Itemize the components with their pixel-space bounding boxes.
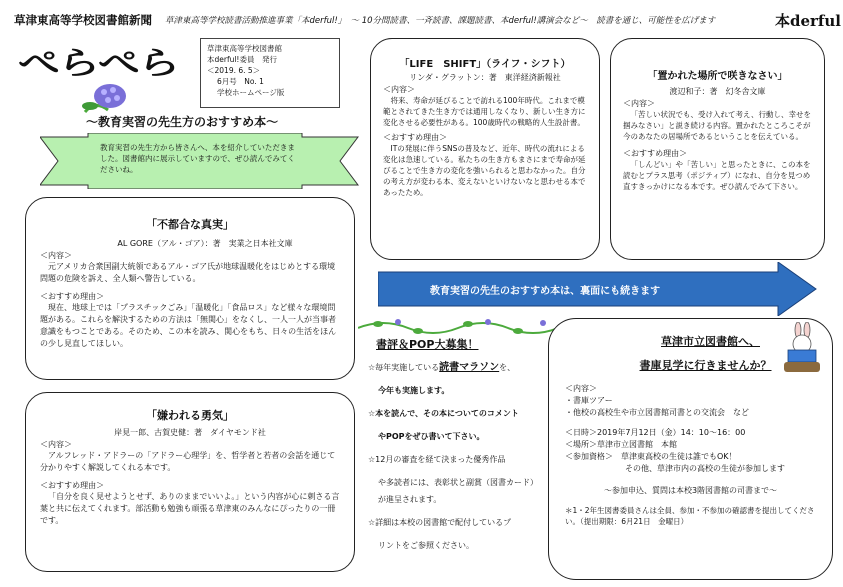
reading-marathon: 読書マラソン <box>439 362 500 373</box>
book-card-bloom-where-planted <box>610 38 825 260</box>
hydrangea-illustration <box>80 80 130 116</box>
masthead-info <box>200 38 340 108</box>
book-card-inconvenient-truth <box>25 197 355 380</box>
visit-eligibility: ＜参加資格＞ 草津東高校の生徒は誰でもOK！ <box>565 452 737 461</box>
feature-title: ～教育実習の先生方のおすすめ本～ <box>86 115 279 129</box>
content-label: ＜内容＞ <box>623 99 655 108</box>
book-content: 元アメリカ合衆国副大統領であるアル・ゴア氏が地球温暖化をはじめとする環境問題の危険を訴え、全人類へ警告している。 <box>40 262 336 283</box>
pop-title: 書評＆POP大募集！ <box>376 338 479 351</box>
pop-item: リントをご参照ください。 <box>378 541 474 550</box>
book-author: 岸見一郎、古賀史健：著 ダイヤモンド社 <box>114 428 266 437</box>
reason-label: ＜おすすめ理由＞ <box>383 133 448 142</box>
book-card-life-shift <box>370 38 600 260</box>
reason-label: ＜おすすめ理由＞ <box>623 149 688 158</box>
content-label: ＜内容＞ <box>40 251 72 260</box>
book-reason: 現在、地球上では「プラスチックごみ」「温暖化」「食品ロス」など様々な環境問題がある。これらを解決するための方法は「無関心」をなくし、一人一人が当事者意識をもつことである。そのため、この本を読み、関心をもち、日々の生活をほんの少し見直してほしい。 <box>40 303 337 348</box>
book-title: 「嫌われる勇気」 <box>146 409 234 422</box>
book-content: アルフレッド・アドラーの「アドラー心理学」を、哲学者と若者の会話を通じて分かりやすく解説してくれる本です。 <box>40 451 336 472</box>
visit-title-1: 草津市立図書館へ、 <box>661 335 760 348</box>
info-publisher: 本derful!委員 発行 <box>207 55 277 64</box>
pop-recruit-section <box>368 336 543 557</box>
book-reason: ITの発展に伴うSNSの普及など、近年、時代の流れによる変化は急速している。私たちの生き方もまさにまで寿命が延びることで生き方の変化を強いられると思わなかった。自分の考え方が変わる本、変えないといけないなと思わせる本であったため。 <box>383 144 586 197</box>
pop-item: を、 <box>499 363 516 372</box>
book-reason: 「自分を良く見せようとせず、ありのままでいいよ。」という内容が心に刺さる言葉と共に伝えてくれます。部活動も勉強も頑張る草津東のみんなにぴったりの一冊です。 <box>40 492 340 525</box>
continue-arrow-text: 教育実習の先生のおすすめ本は、裏面にも続きます <box>430 286 661 297</box>
book-title: 「置かれた場所で咲きなさい」 <box>647 71 788 82</box>
visit-date: ＜日時＞2019年7月12日（金）14：10～16：00 <box>565 428 746 437</box>
visit-note: ＊1・2年生図書委員さんは全員、参加・不参加の確認書を提出してください。（提出期限：6月21日 金曜日） <box>565 506 815 526</box>
pop-item: 今年も実施します。 <box>378 386 450 395</box>
newsletter-school-name: 草津東高等学校図書館新聞 <box>14 13 152 27</box>
book-author: 渡辺和子：著 幻冬舎文庫 <box>669 87 766 96</box>
info-issue: 6月号 No. 1 <box>217 77 264 86</box>
reason-label: ＜おすすめ理由＞ <box>40 481 105 490</box>
book-content: 将来、寿命が延びることで訪れる100年時代。これまで模範とされてきた生き方では通用しなくなり、新しい生き方に変化させる必要性がある。100歳時代の戦略的人生設計書。 <box>383 96 586 127</box>
pop-item: や多読者には、表彰状と副賞（図書カード）が進呈されます。 <box>378 478 538 504</box>
pop-item: ☆毎年実施している <box>368 363 440 372</box>
visit-bullet: ・他校の高校生や市立図書館司書との交流会 など <box>565 408 749 417</box>
reason-label: ＜おすすめ理由＞ <box>40 292 105 301</box>
content-label: ＜内容＞ <box>565 384 597 393</box>
visit-eligibility-others: その他、草津市内の高校の生徒が参加します <box>625 464 785 473</box>
book-title: 「不都合な真実」 <box>146 218 234 231</box>
content-label: ＜内容＞ <box>40 440 72 449</box>
rabbit-reading-illustration <box>780 322 826 374</box>
header-slogan: 草津東高等学校読書活動推進事業「本derful!」 ～ 10分間読書、一斉読書、課題読書、本derful!講演会など～ 読書を通じ、可能性を広げます <box>165 16 716 26</box>
book-content: 「苦しい状況でも、受け入れて考え、行動し、幸せを掴みなさい」と説き続ける内容。置かれたところこそが今のあなたの居場所であるということを伝えている。 <box>623 110 811 141</box>
visit-bullet: ・書庫ツアー <box>565 396 613 405</box>
book-card-courage-to-be-disliked <box>25 392 355 572</box>
masthead-title-art: ぺらぺら <box>18 44 179 81</box>
visit-place: ＜場所＞草津市立図書館 本館 <box>565 440 677 449</box>
pop-item: ☆12月の審査を経て決まった優秀作品 <box>368 455 506 464</box>
book-reason: 「しんどい」や「苦しい」と思ったときに、この本を読むとプラス思考（ポジティブ）になれ、自分を見つめ直すきっかけになる本です。ぜひ読んでみて下さい。 <box>623 160 811 191</box>
visit-apply: ～参加申込、質問は本校3階図書館の司書まで～ <box>603 486 778 495</box>
book-title: 「LIFE SHIFT」（ライフ・シフト） <box>399 59 571 70</box>
info-edition: 学校ホームページ版 <box>217 88 285 97</box>
content-label: ＜内容＞ <box>383 85 415 94</box>
pop-item: ☆本を読んで、その本についてのコメント <box>368 409 519 418</box>
vine-decoration <box>358 316 558 336</box>
feature-intro: 教育実習の先生方から皆さんへ、本を紹介していただきました。図書館内に展示していますので、ぜひ読んでみてくださいね。 <box>100 143 295 174</box>
logo-text: 本derful <box>775 12 841 30</box>
info-date: ＜2019. 6. 5＞ <box>207 66 261 75</box>
book-author: AL GORE（アル・ゴア）：著 実業之日本社文庫 <box>117 239 293 248</box>
info-library: 草津東高等学校図書館 <box>207 44 282 53</box>
visit-title-2: 書庫見学に行きませんか？ <box>639 359 772 372</box>
pop-item: やPOPをぜひ書いて下さい。 <box>378 432 485 441</box>
pop-item: ☆詳細は本校の図書館で配付しているプ <box>368 518 512 527</box>
book-author: リンダ・グラットン：著 東洋経済新報社 <box>409 73 561 82</box>
